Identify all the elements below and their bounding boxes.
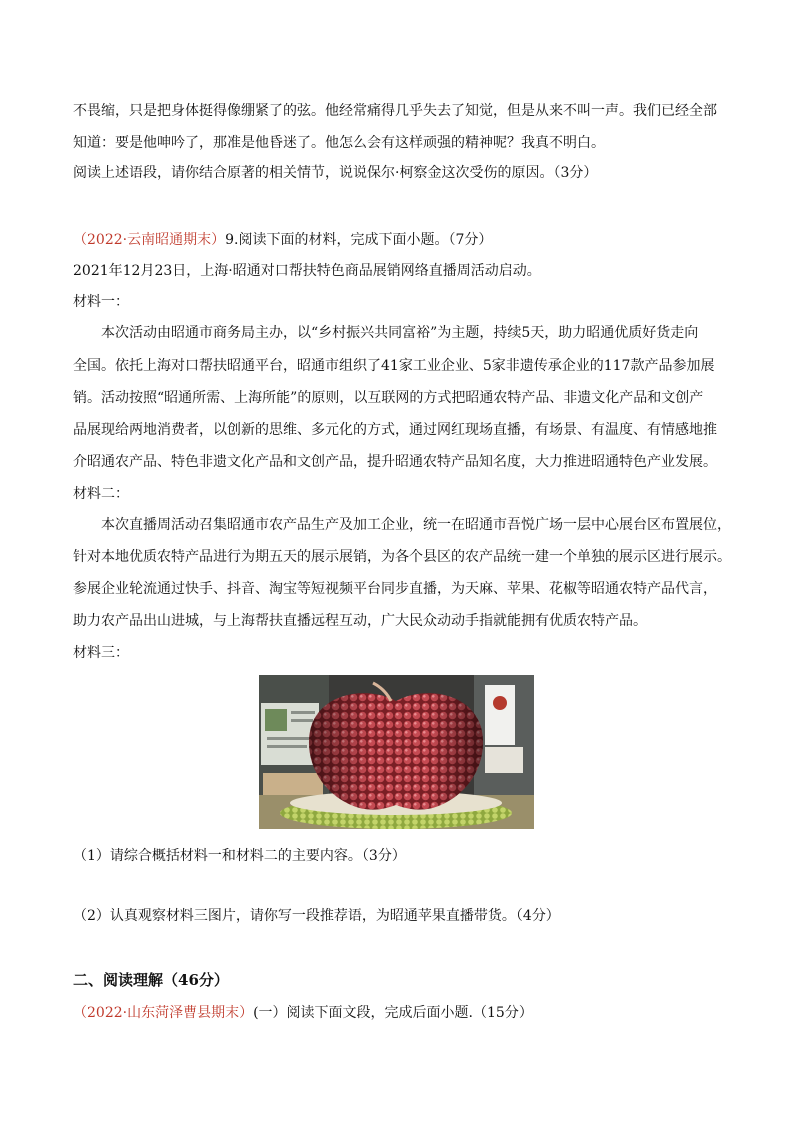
- section-2-title: 二、阅读理解（46分）: [73, 971, 229, 989]
- section-2-source: （2022·山东菏泽曹县期末）: [73, 1005, 254, 1021]
- material-1-line-4: 品展现给两地消费者，以创新的思维、多元化的方式，通过网红现场直播，有场景、有温度、有情感地推: [73, 422, 717, 438]
- section-2-stem: (一）阅读下面文段，完成后面小题.（15分）: [253, 1005, 533, 1021]
- material-2-label: 材料二：: [73, 486, 129, 502]
- apple-sculpture-photo: [259, 675, 534, 829]
- material-2-line-4: 助力农产品出山进城，与上海帮扶直播远程互动，广大民众动动手指就能拥有优质农特产品。: [73, 613, 647, 629]
- material-1-line-1: 本次活动由昭通市商务局主办，以“乡村振兴共同富裕”为主题，持续5天，助力昭通优质好货走向: [101, 325, 699, 341]
- material-1-label: 材料一：: [73, 294, 129, 310]
- sub-question-1: （1）请综合概括材料一和材料二的主要内容。（3分）: [73, 848, 406, 864]
- question-9-stem: 9.阅读下面的材料，完成下面小题。（7分）: [225, 232, 493, 248]
- passage-tail-line-1: 不畏缩，只是把身体挺得像绷紧了的弦。他经常痛得几乎失去了知觉，但是从来不叫一声。我们已经全部: [73, 103, 717, 119]
- passage-tail-line-2: 知道：要是他呻吟了，那准是他昏迷了。他怎么会有这样顽强的精神呢？我真不明白。: [73, 135, 605, 151]
- material-2-line-3: 参展企业轮流通过快手、抖音、淘宝等短视频平台同步直播，为天麻、苹果、花椒等昭通农特产品代言，: [73, 581, 717, 597]
- question-prompt: 阅读上述语段，请你结合原著的相关情节，说说保尔·柯察金这次受伤的原因。（3分）: [73, 165, 598, 181]
- material-1-line-3: 销。活动按照“昭通所需、上海所能”的原则，以互联网的方式把昭通农特产品、非遗文化产品和文创产: [73, 390, 704, 406]
- apple-sculpture-illustration: [259, 675, 534, 829]
- question-9-intro: 2021年12月23日，上海·昭通对口帮扶特色商品展销网络直播周活动启动。: [73, 263, 541, 279]
- material-1-line-2: 全国。依托上海对口帮扶昭通平台，昭通市组织了41家工业企业、5家非遗传承企业的117款产品参加展: [73, 358, 715, 374]
- sub-question-2: （2）认真观察材料三图片，请你写一段推荐语，为昭通苹果直播带货。（4分）: [73, 908, 560, 924]
- question-9-header: [73, 230, 492, 250]
- material-3-label: 材料三：: [73, 645, 129, 661]
- section-2-question-header: [73, 1003, 533, 1023]
- material-1-line-5: 介昭通农产品、特色非遗文化产品和文创产品，提升昭通农特产品知名度，大力推进昭通特色产业发展。: [73, 454, 717, 470]
- material-2-line-2: 针对本地优质农特产品进行为期五天的展示展销，为各个县区的农产品统一建一个单独的展示区进行展示。: [73, 549, 731, 565]
- material-2-line-1: 本次直播周活动召集昭通市农产品生产及加工企业，统一在昭通市吾悦广场一层中心展台区布置展位，: [101, 517, 731, 533]
- question-9-source: （2022·云南昭通期末）: [73, 232, 226, 248]
